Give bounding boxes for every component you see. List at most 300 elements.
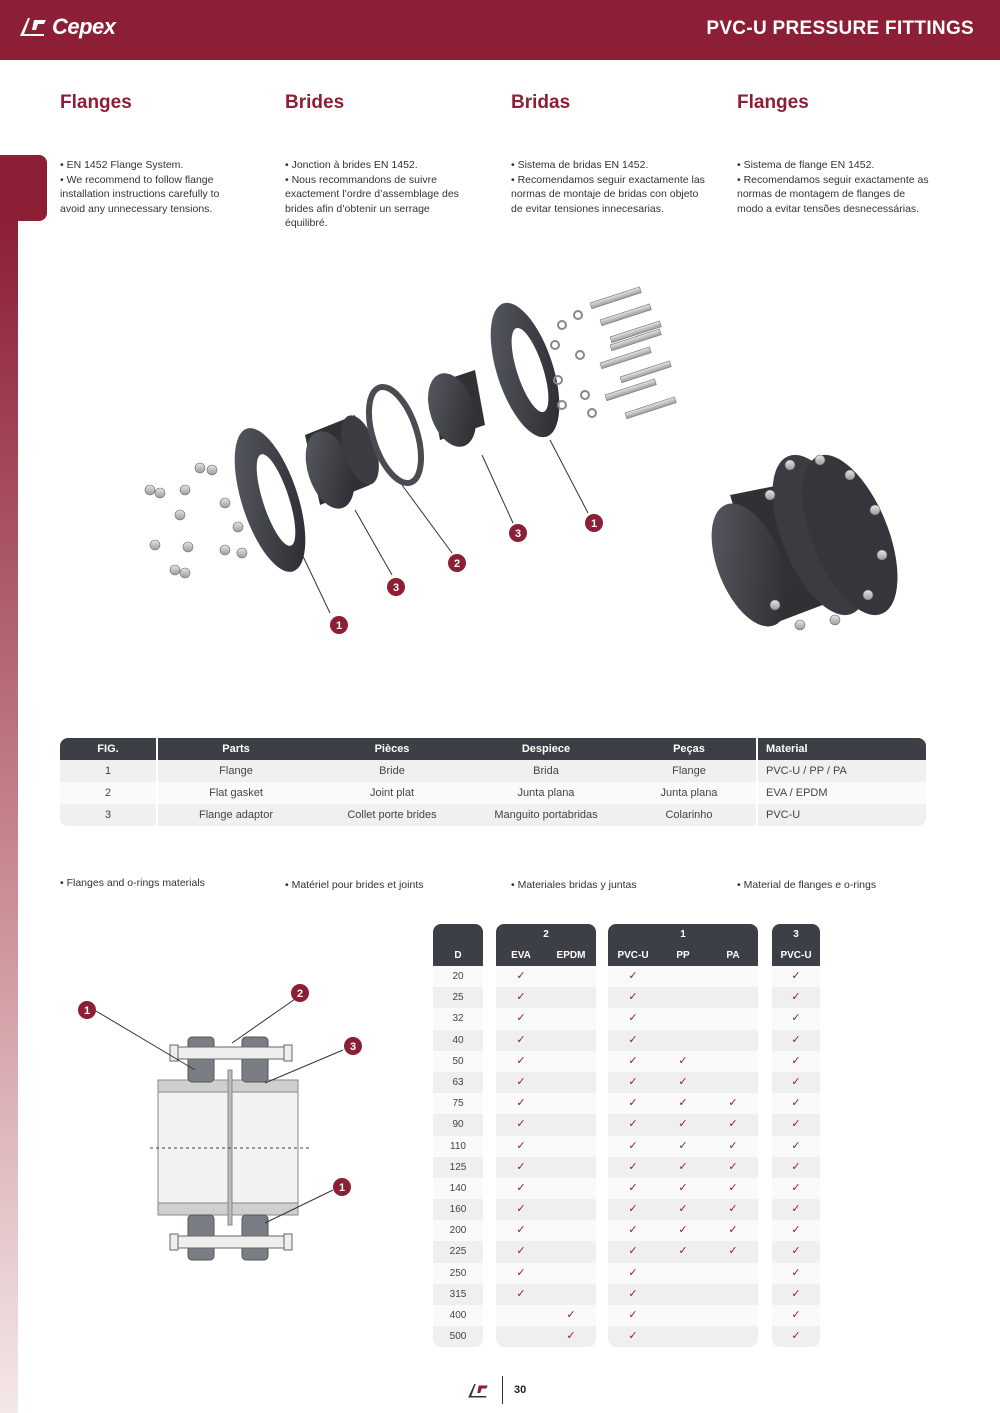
gasket-columns	[496, 966, 596, 1347]
eva-check-icon: ✓	[516, 1033, 526, 1046]
table-row	[772, 1220, 820, 1241]
title-es: Bridas	[511, 92, 571, 113]
diameter-cell: 90	[452, 1119, 464, 1131]
cell: Collet porte brides	[314, 804, 470, 826]
pa-check-icon: ✓	[728, 1245, 738, 1258]
table-row	[433, 1284, 483, 1305]
table-row	[433, 987, 483, 1008]
pp-check-icon: ✓	[678, 1245, 688, 1258]
epdm-check-icon	[546, 1008, 596, 1029]
table-row	[496, 1072, 596, 1093]
table-row	[772, 1136, 820, 1157]
table-row	[433, 1008, 483, 1029]
eva-check-icon: ✓	[516, 1160, 526, 1173]
table-row	[433, 1220, 483, 1241]
header-row	[608, 945, 758, 966]
cell: Flange	[158, 760, 314, 782]
sidebar-gradient	[0, 220, 18, 1413]
pa-check-icon	[708, 987, 758, 1008]
table-row	[772, 1008, 820, 1029]
sidebar-tab	[0, 155, 47, 221]
pp-check-icon	[658, 1263, 708, 1284]
table-row	[433, 1199, 483, 1220]
epdm-check-icon: ✓	[566, 1330, 576, 1343]
description-line: • Recomendamos seguir exactamente as normas de montagem de flanges de modo a evitar tensões desnecessárias.	[737, 173, 929, 215]
epdm-check-icon	[546, 1093, 596, 1114]
pvc-check-icon: ✓	[628, 1139, 638, 1152]
eva-check-icon: ✓	[516, 1075, 526, 1088]
eva-check-icon: ✓	[516, 991, 526, 1004]
table-row	[772, 966, 820, 987]
pvc-check-icon: ✓	[628, 1118, 638, 1131]
pp-check-icon: ✓	[678, 1181, 688, 1194]
group-3-header: 3	[772, 924, 820, 945]
table-row	[608, 1284, 758, 1305]
table-row	[772, 1199, 820, 1220]
table-row	[772, 987, 820, 1008]
pp-check-icon	[658, 1030, 708, 1051]
svg-text:1: 1	[83, 1005, 91, 1017]
diameter-cell: 125	[449, 1161, 467, 1173]
adaptor-pvc-header: PVC-U	[780, 950, 812, 961]
table-row	[772, 1326, 820, 1347]
adaptor-check-icon: ✓	[791, 991, 801, 1004]
table-row	[496, 1241, 596, 1262]
eva-check-icon: ✓	[516, 1054, 526, 1067]
cepex-logo-icon	[18, 14, 48, 40]
eva-check-icon: ✓	[516, 1203, 526, 1216]
flange-left	[220, 420, 320, 580]
adaptor-check-icon: ✓	[791, 1245, 801, 1258]
pvc-check-icon: ✓	[628, 1160, 638, 1173]
adaptor-check-icon: ✓	[791, 1139, 801, 1152]
material-note-fr: • Matériel pour brides et joints	[285, 879, 424, 891]
cell: Brida	[470, 760, 622, 782]
pp-check-icon: ✓	[678, 1097, 688, 1110]
table-row	[496, 1114, 596, 1135]
description-es	[511, 158, 706, 216]
pvc-check-icon: ✓	[628, 1309, 638, 1321]
table-row	[608, 1157, 758, 1178]
table-row	[433, 1136, 483, 1157]
table-row	[433, 1051, 483, 1072]
pp-check-icon: ✓	[678, 1139, 688, 1152]
table-row	[496, 1263, 596, 1284]
table-row	[60, 782, 926, 804]
material-note-pt: • Material de flanges e o-rings	[737, 879, 877, 891]
pp-check-icon	[658, 1008, 708, 1029]
adaptor-check-icon: ✓	[791, 1181, 801, 1194]
cepex-logo	[18, 14, 116, 40]
svg-text:3: 3	[392, 582, 400, 594]
table-row	[608, 1030, 758, 1051]
cell: EVA / EPDM	[758, 782, 926, 804]
pp-check-icon	[658, 1326, 708, 1347]
pvc-check-icon: ✓	[628, 1266, 638, 1279]
diameter-cell: 225	[449, 1246, 467, 1258]
title-en: Flanges	[60, 92, 132, 113]
description-line: • Sistema de flange EN 1452.	[737, 159, 875, 171]
pa-check-icon	[708, 1030, 758, 1051]
adaptor-check-icon: ✓	[791, 1203, 801, 1216]
table-row	[608, 1008, 758, 1029]
cell: 2	[60, 782, 158, 804]
cell: 1	[60, 760, 158, 782]
eva-check-icon: ✓	[516, 1012, 526, 1025]
table-row	[496, 1220, 596, 1241]
pvc-check-icon: ✓	[628, 991, 638, 1004]
table-row	[772, 1241, 820, 1262]
table-row	[496, 1157, 596, 1178]
table-row	[433, 1178, 483, 1199]
title-fr: Brides	[285, 92, 345, 113]
table-row	[608, 1241, 758, 1262]
adaptor-check-icon: ✓	[791, 1224, 801, 1237]
flange-adaptor-right	[419, 367, 485, 453]
pp-check-icon: ✓	[678, 1054, 688, 1067]
table-row	[608, 1114, 758, 1135]
adaptor-check-icon: ✓	[791, 1033, 801, 1046]
table-row	[772, 1030, 820, 1051]
diameter-cell: 200	[449, 1225, 467, 1237]
description-line: • Nous recommandons de suivre exactement l’ordre d’assemblage des brides afin d’obtenir un serrage équilibré.	[285, 173, 459, 229]
diameter-cell: 20	[452, 971, 464, 982]
d-column	[433, 966, 483, 1347]
svg-text:3: 3	[514, 528, 522, 540]
page-number: 30	[514, 1384, 527, 1396]
pa-check-icon: ✓	[728, 1097, 738, 1110]
table-row	[496, 1051, 596, 1072]
nuts-and-washers-left	[145, 463, 247, 578]
header-row	[496, 945, 596, 966]
svg-text:2: 2	[296, 988, 304, 1000]
table-row	[608, 987, 758, 1008]
eva-check-icon: ✓	[516, 1245, 526, 1258]
page-header	[0, 0, 1000, 60]
pvc-check-icon: ✓	[628, 1054, 638, 1067]
diameter-cell: 32	[452, 1013, 464, 1025]
cell: 3	[60, 804, 158, 826]
callout-3-left	[387, 578, 405, 596]
adaptor-check-icon: ✓	[791, 1097, 801, 1110]
pvc-check-icon: ✓	[628, 970, 638, 982]
table-row	[772, 1093, 820, 1114]
diameter-cell: 50	[452, 1055, 464, 1067]
diameter-cell: 160	[449, 1204, 467, 1216]
table-row	[496, 1008, 596, 1029]
pa-check-icon	[708, 1284, 758, 1305]
pvc-check-icon: ✓	[628, 1033, 638, 1046]
epdm-check-icon	[546, 1157, 596, 1178]
adaptor-check-icon: ✓	[791, 1012, 801, 1025]
description-line: • We recommend to follow flange installation instructions carefully to avoid any unnecessary tensions.	[60, 173, 220, 215]
svg-text:1: 1	[335, 620, 343, 632]
svg-text:2: 2	[453, 558, 461, 570]
pp-check-icon	[658, 1305, 708, 1326]
section-callout-1-top	[78, 1001, 96, 1019]
table-row	[496, 966, 596, 987]
pvc-check-icon: ✓	[628, 1287, 638, 1300]
pa-check-icon: ✓	[728, 1139, 738, 1152]
epdm-check-icon	[546, 1220, 596, 1241]
diameter-cell: 75	[452, 1098, 464, 1110]
table-row	[772, 1178, 820, 1199]
table-row	[60, 804, 926, 826]
pa-check-icon: ✓	[728, 1118, 738, 1131]
cell: Bride	[314, 760, 470, 782]
eva-check-icon: ✓	[516, 1266, 526, 1279]
materials-table-d	[433, 924, 483, 1347]
table-row	[433, 1093, 483, 1114]
table-row	[433, 1030, 483, 1051]
adaptor-check-icon: ✓	[791, 970, 801, 982]
adaptor-check-icon: ✓	[791, 1160, 801, 1173]
epdm-check-icon	[546, 1284, 596, 1305]
pvc-check-icon: ✓	[628, 1245, 638, 1258]
footer-logo-icon	[466, 1381, 490, 1399]
brand-name: Cepex	[52, 14, 116, 39]
epdm-check-icon	[546, 1114, 596, 1135]
table-row	[608, 1178, 758, 1199]
exploded-flange-illustration	[130, 285, 910, 695]
table-row	[608, 1051, 758, 1072]
eva-check-icon	[496, 1305, 546, 1326]
cell: Flange	[622, 760, 758, 782]
table-row	[608, 1326, 758, 1347]
adaptor-check-icon: ✓	[791, 1330, 801, 1343]
section-callout-3	[344, 1037, 362, 1055]
epdm-check-icon	[546, 1136, 596, 1157]
table-row	[608, 1220, 758, 1241]
diameter-cell: 140	[449, 1182, 467, 1194]
epdm-header: EPDM	[556, 950, 586, 961]
pvc-check-icon: ✓	[628, 1012, 638, 1025]
epdm-check-icon	[546, 1072, 596, 1093]
table-row	[772, 1263, 820, 1284]
group-2-header: 2	[496, 924, 596, 945]
svg-text:1: 1	[338, 1182, 346, 1194]
table-row	[433, 1326, 483, 1347]
table-row	[496, 1030, 596, 1051]
description-line: • Jonction à brides EN 1452.	[285, 159, 418, 171]
diameter-cell: 250	[449, 1267, 467, 1279]
materials-table-adaptor	[772, 924, 820, 1347]
col-parts: Parts	[158, 738, 314, 760]
eva-check-icon: ✓	[516, 1139, 526, 1152]
table-row	[496, 1326, 596, 1347]
epdm-check-icon	[546, 966, 596, 987]
description-pt	[737, 158, 932, 216]
diameter-cell: 25	[452, 992, 464, 1004]
description-en	[60, 158, 240, 216]
cell: Flat gasket	[158, 782, 314, 804]
cell: Junta plana	[622, 782, 758, 804]
pa-check-icon	[708, 1051, 758, 1072]
callout-3-right	[509, 524, 527, 542]
material-note-es: • Materiales bridas y juntas	[511, 879, 637, 891]
table-row	[608, 1305, 758, 1326]
pa-check-icon: ✓	[728, 1224, 738, 1237]
diameter-cell: 400	[449, 1310, 467, 1321]
adaptor-check-icon: ✓	[791, 1309, 801, 1321]
materials-table-gasket	[496, 924, 596, 1347]
cell: Manguito portabridas	[470, 804, 622, 826]
section-callout-2	[291, 984, 309, 1002]
epdm-check-icon: ✓	[566, 1309, 576, 1321]
eva-check-icon: ✓	[516, 1181, 526, 1194]
pa-check-icon	[708, 1008, 758, 1029]
eva-check-icon: ✓	[516, 1287, 526, 1300]
col-despiece: Despiece	[470, 738, 622, 760]
table-row	[496, 1093, 596, 1114]
table-row	[772, 1114, 820, 1135]
table-row	[433, 1114, 483, 1135]
table-row	[496, 987, 596, 1008]
table-row	[608, 1199, 758, 1220]
adaptor-column	[772, 966, 820, 1347]
table-row	[496, 1199, 596, 1220]
pa-check-icon	[708, 1072, 758, 1093]
cell: PVC-U / PP / PA	[758, 760, 926, 782]
col-pieces: Pièces	[314, 738, 470, 760]
eva-check-icon: ✓	[516, 1224, 526, 1237]
callout-2	[448, 554, 466, 572]
flange-section-drawing	[60, 975, 380, 1275]
table-row	[772, 1051, 820, 1072]
table-row	[433, 1157, 483, 1178]
diameter-cell: 500	[449, 1331, 467, 1343]
bolts	[590, 287, 676, 419]
page-title: PVC-U PRESSURE FITTINGS	[706, 18, 974, 39]
d-header: D	[454, 950, 462, 961]
pvc-check-icon: ✓	[628, 1097, 638, 1110]
pp-check-icon: ✓	[678, 1075, 688, 1088]
pvc-check-icon: ✓	[628, 1330, 638, 1343]
diameter-cell: 110	[450, 1140, 466, 1152]
epdm-check-icon	[546, 1263, 596, 1284]
adaptor-check-icon: ✓	[791, 1054, 801, 1067]
assembled-flange	[696, 442, 910, 637]
cell: Flange adaptor	[158, 804, 314, 826]
pa-check-icon: ✓	[728, 1203, 738, 1216]
pa-header: PA	[726, 950, 740, 961]
pp-check-icon: ✓	[678, 1160, 688, 1173]
description-line: • Recomendamos seguir exactamente las normas de montaje de bridas con objeto de evitar tensiones innecesarias.	[511, 173, 705, 215]
adaptor-check-icon: ✓	[791, 1075, 801, 1088]
group-1-header: 1	[608, 924, 758, 945]
pvc-check-icon: ✓	[628, 1075, 638, 1088]
table-row	[608, 966, 758, 987]
epdm-check-icon	[546, 1178, 596, 1199]
table-row	[433, 1263, 483, 1284]
flange-columns	[608, 966, 758, 1347]
adaptor-check-icon: ✓	[791, 1266, 801, 1279]
cell: Colarinho	[622, 804, 758, 826]
eva-check-icon: ✓	[516, 1118, 526, 1131]
table-row	[496, 1284, 596, 1305]
adaptor-check-icon: ✓	[791, 1118, 801, 1131]
diameter-cell: 315	[449, 1288, 467, 1300]
callout-1-left	[330, 616, 348, 634]
pa-check-icon: ✓	[728, 1160, 738, 1173]
col-fig: FIG.	[60, 738, 158, 760]
table-row	[772, 1284, 820, 1305]
table-row	[608, 1093, 758, 1114]
pp-check-icon	[658, 987, 708, 1008]
pvc-check-icon: ✓	[628, 1203, 638, 1216]
flange-right	[477, 295, 574, 445]
parts-table-header	[60, 738, 926, 760]
pp-check-icon: ✓	[678, 1224, 688, 1237]
table-row	[772, 1305, 820, 1326]
material-note-en: • Flanges and o-rings materials	[60, 877, 205, 889]
adaptor-check-icon: ✓	[791, 1287, 801, 1300]
section-callout-1-bottom	[333, 1178, 351, 1196]
table-row	[60, 760, 926, 782]
pp-header: PP	[676, 950, 690, 961]
table-row	[496, 1305, 596, 1326]
parts-table	[60, 738, 926, 826]
title-pt: Flanges	[737, 92, 809, 113]
footer-divider	[502, 1376, 503, 1404]
table-row	[772, 1157, 820, 1178]
header-row	[433, 945, 483, 966]
pa-check-icon	[708, 1305, 758, 1326]
eva-check-icon: ✓	[516, 1097, 526, 1110]
svg-text:1: 1	[590, 518, 598, 530]
table-row	[608, 1263, 758, 1284]
pp-check-icon: ✓	[678, 1203, 688, 1216]
epdm-check-icon	[546, 987, 596, 1008]
pa-check-icon: ✓	[728, 1181, 738, 1194]
table-row	[772, 1072, 820, 1093]
cell: Joint plat	[314, 782, 470, 804]
table-row	[496, 1178, 596, 1199]
pa-check-icon	[708, 966, 758, 987]
pp-check-icon: ✓	[678, 1118, 688, 1131]
svg-text:3: 3	[349, 1041, 357, 1053]
table-row	[608, 1136, 758, 1157]
epdm-check-icon	[546, 1030, 596, 1051]
materials-table-flange	[608, 924, 758, 1347]
callout-1-right	[585, 514, 603, 532]
col-pecas: Peças	[622, 738, 758, 760]
table-row	[433, 1072, 483, 1093]
epdm-check-icon	[546, 1241, 596, 1262]
pp-check-icon	[658, 1284, 708, 1305]
table-row	[496, 1136, 596, 1157]
table-row	[433, 966, 483, 987]
diameter-cell: 40	[452, 1034, 464, 1046]
table-row	[433, 1305, 483, 1326]
cell: PVC-U	[758, 804, 926, 826]
eva-check-icon: ✓	[516, 970, 526, 982]
description-fr	[285, 158, 470, 231]
header-spacer	[433, 924, 483, 945]
epdm-check-icon	[546, 1051, 596, 1072]
header-row	[772, 945, 820, 966]
description-line: • EN 1452 Flange System.	[60, 159, 184, 171]
pvc-check-icon: ✓	[628, 1224, 638, 1237]
cell: Junta plana	[470, 782, 622, 804]
col-material: Material	[758, 738, 926, 760]
table-row	[608, 1072, 758, 1093]
pp-check-icon	[658, 966, 708, 987]
pa-check-icon	[708, 1263, 758, 1284]
description-line: • Sistema de bridas EN 1452.	[511, 159, 649, 171]
eva-header: EVA	[511, 950, 531, 961]
pvc-check-icon: ✓	[628, 1181, 638, 1194]
